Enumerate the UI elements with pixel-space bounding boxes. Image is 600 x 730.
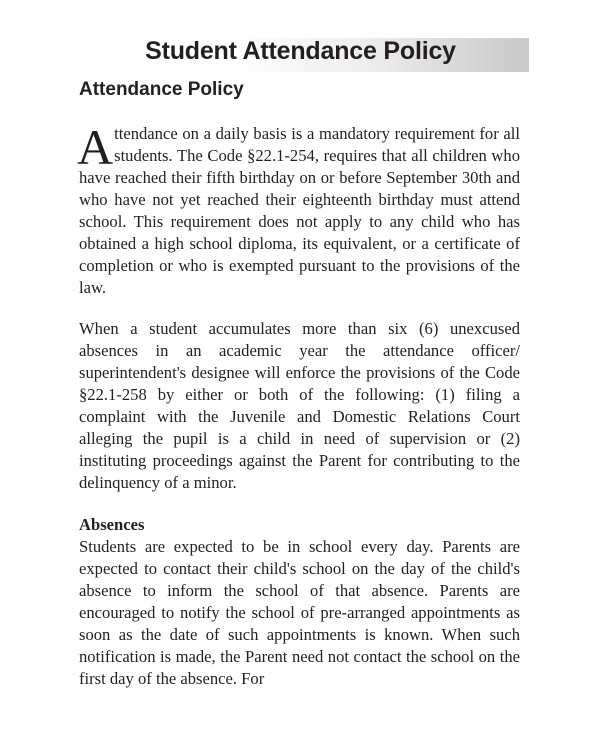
paragraph-unexcused-absences: When a student accumulates more than six (6) unexcused absences in an academic year the attendance officer/ superintendent's designee will enforce the provisions of the Code §22.1-258 by either or both of the following: (1) filing a complaint with the Juvenile and Domestic Relations Court alleging the pupil is a child in need of supervision or (2) instituting proceedings against the Parent for contributing to the delinquency of a minor. — [79, 319, 520, 492]
paragraph-1-text: ttendance on a daily basis is a mandatory requirement for all students. The Code §22.1-254, requires that all children who have reached their fifth birthday on or before September 30th and who have not yet reached their eighteenth birthday must attend school. This requirement does not apply to any child who has obtained a high school diploma, its equivalent, or a certificate of completion or who is exempted pursuant to the provisions of the law. — [79, 124, 520, 297]
page-title: Student Attendance Policy — [145, 37, 456, 65]
paragraph-attendance-requirement — [77, 119, 520, 299]
paragraph-absences: Students are expected to be in school every day. Parents are expected to contact their child's school on the day of the child's absence to inform the school of that absence. Parents are encouraged to notify the school of pre-arranged appointments as soon as the date of such appointments is known. When such notification is made, the Parent need not contact the school on the first day of the absence. For — [79, 537, 520, 688]
section-heading: Attendance Policy — [79, 79, 244, 100]
absences-heading: Absences — [79, 515, 145, 534]
drop-cap: A — [77, 119, 114, 175]
